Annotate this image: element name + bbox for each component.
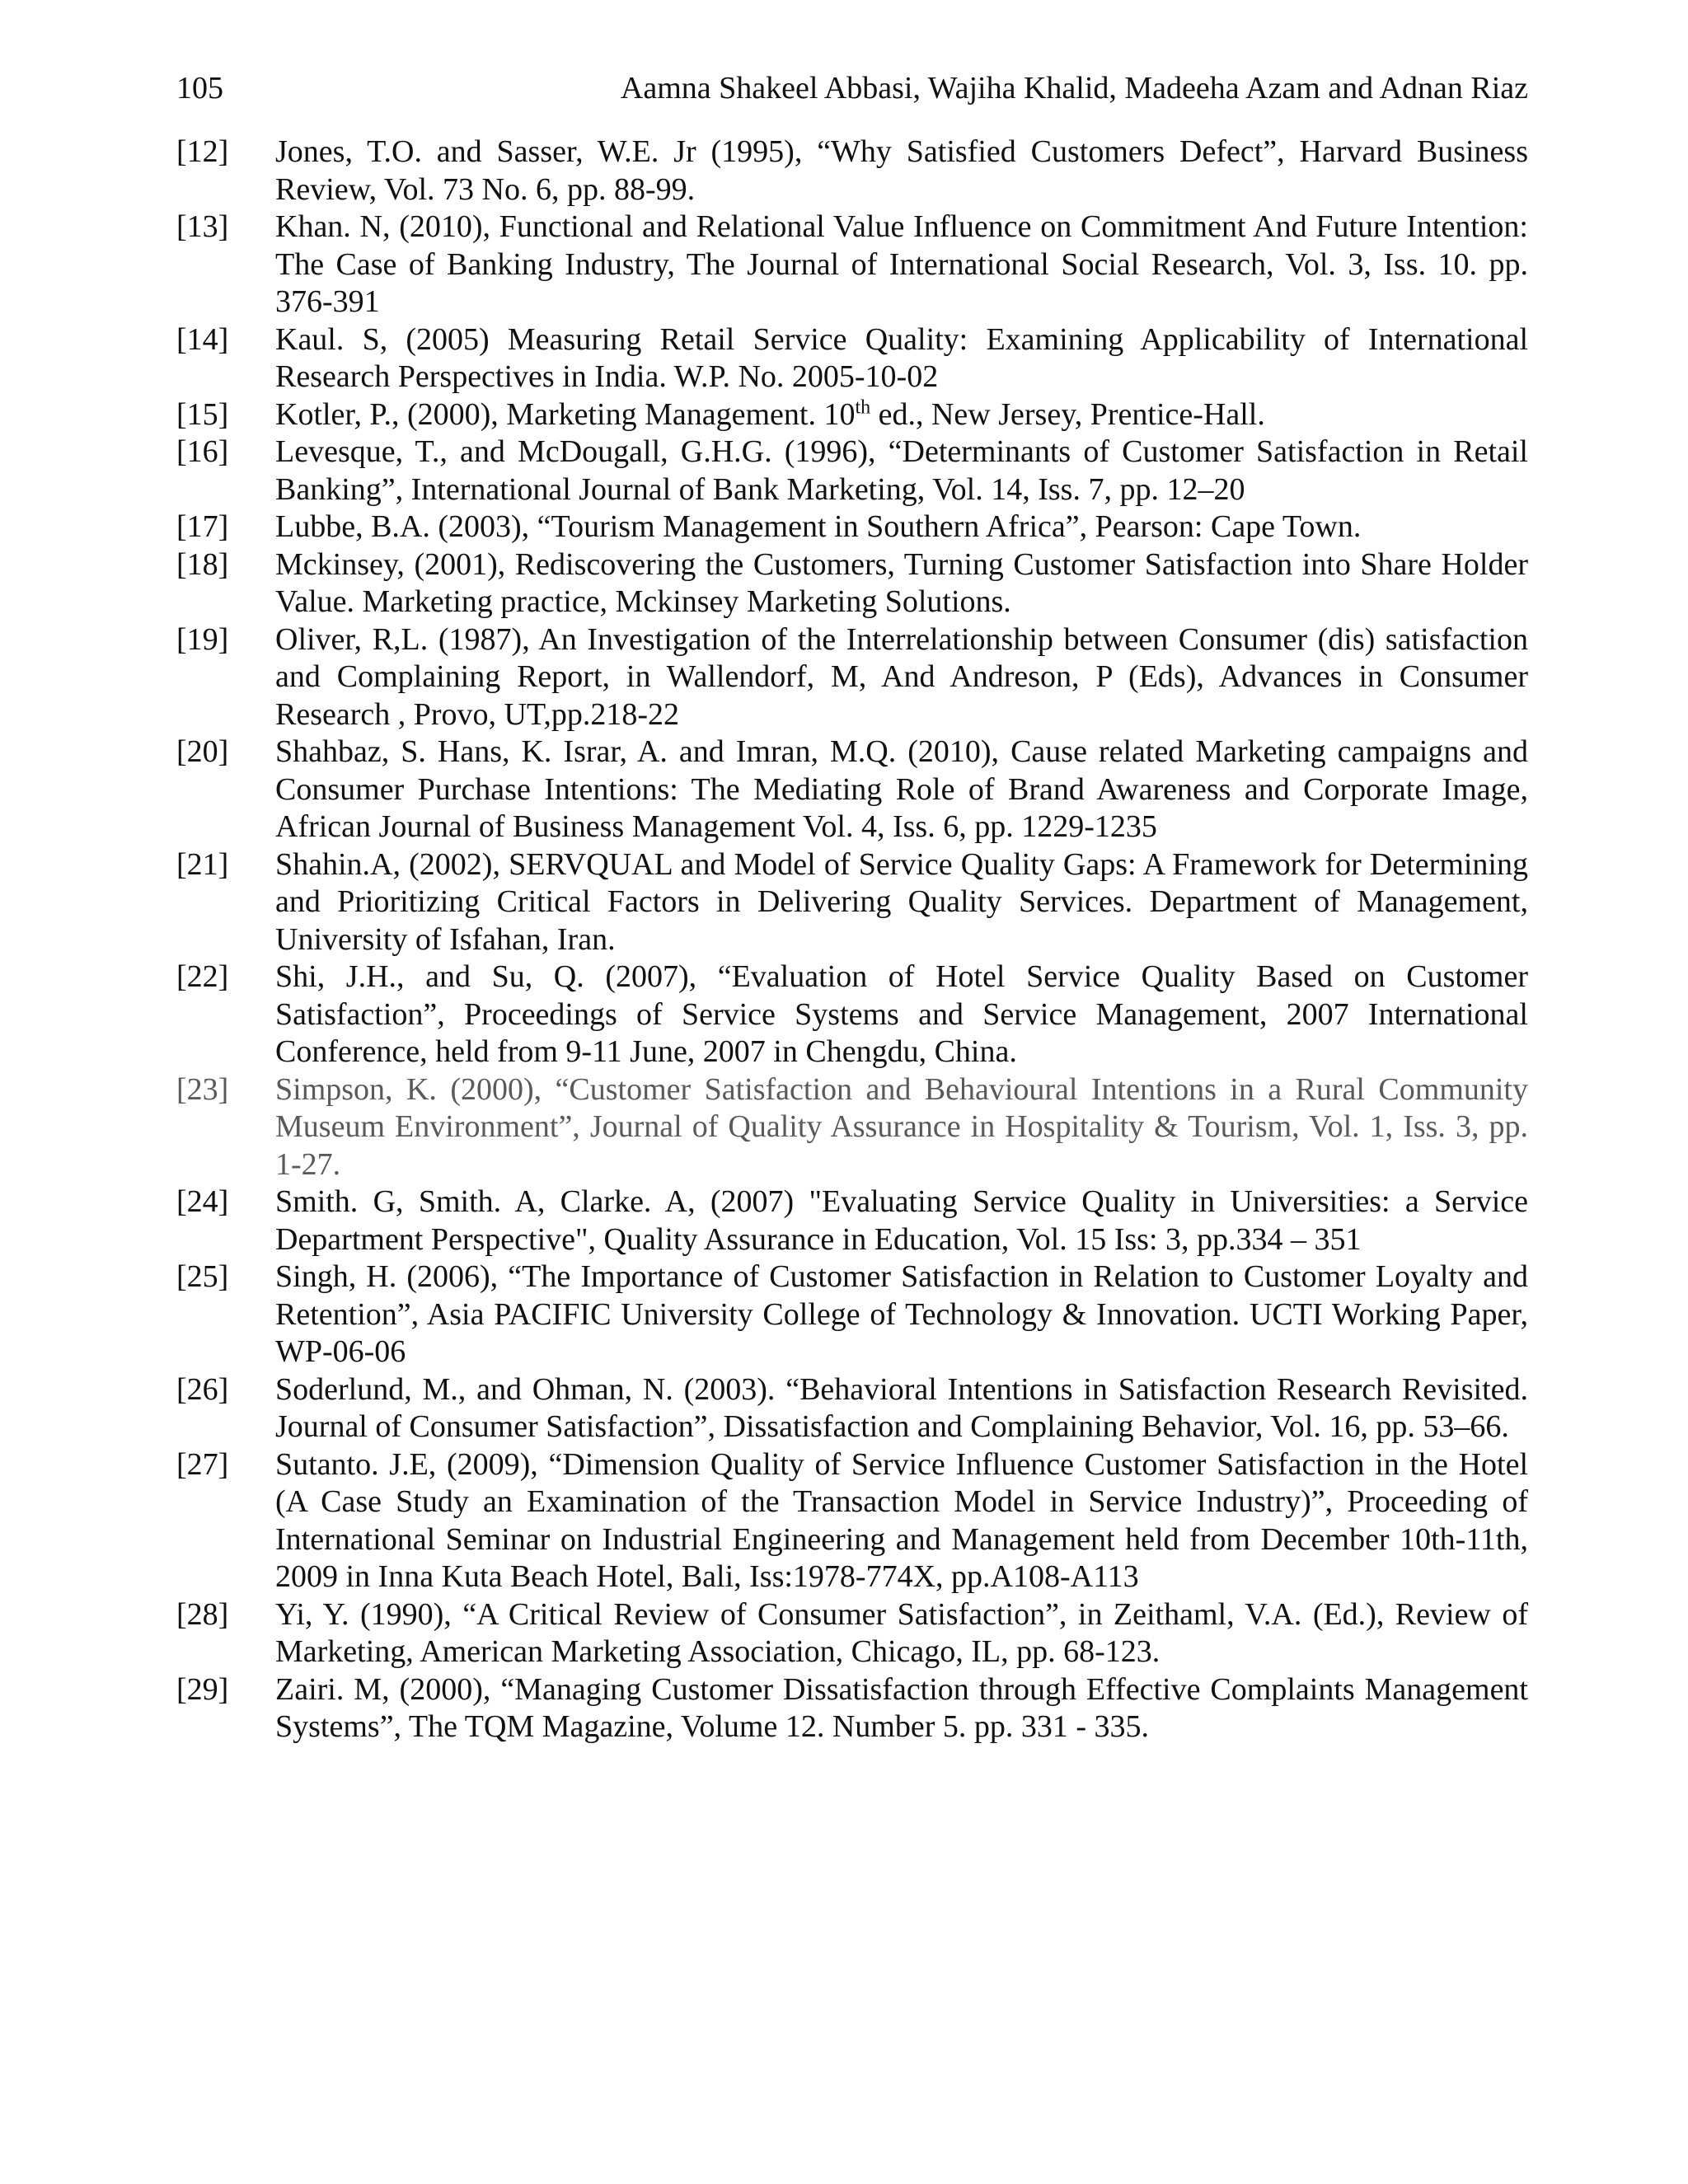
reference-number: [17] [176, 509, 229, 544]
reference-text [275, 396, 1528, 434]
reference-item [176, 434, 1528, 509]
reference-text: Shi, J.H., and Su, Q. (2007), “Evaluation of Hotel Service Quality Based on Customer Satisfaction”, Proceedings of Service Systems and Service Management, 2007 International Conference, held from 9-11 June, 2007 in Chengdu, China. [275, 959, 1528, 1069]
reference-item [176, 1071, 1528, 1184]
reference-number: [29] [176, 1671, 229, 1707]
reference-text: Yi, Y. (1990), “A Critical Review of Consumer Satisfaction”, in Zeithaml, V.A. (Ed.), Review of Marketing, American Marketing Association, Chicago, IL, pp. 68-123. [275, 1596, 1528, 1669]
reference-number: [22] [176, 959, 229, 994]
reference-text: Jones, T.O. and Sasser, W.E. Jr (1995), “Why Satisfied Customers Defect”, Harvard Business Review, Vol. 73 No. 6, pp. 88-99. [275, 134, 1528, 207]
reference-text: Singh, H. (2006), “The Importance of Customer Satisfaction in Relation to Customer Loyalty and Retention”, Asia PACIFIC University College of Technology & Innovation. UCTI Working Paper, WP-06-06 [275, 1259, 1528, 1369]
reference-list [176, 134, 1528, 1746]
reference-item [176, 509, 1528, 546]
reference-text: Simpson, K. (2000), “Customer Satisfaction and Behavioural Intentions in a Rural Community Museum Environment”, Journal of Quality Assurance in Hospitality & Tourism, Vol. 1, Iss. 3, pp. 1-27. [275, 1071, 1528, 1182]
reference-item [176, 958, 1528, 1071]
reference-item [176, 321, 1528, 396]
ordinal-superscript: th [855, 396, 871, 418]
reference-number: [18] [176, 546, 229, 582]
running-header-authors: Aamna Shakeel Abbasi, Wajiha Khalid, Madeeha Azam and Adnan Riaz [620, 71, 1528, 105]
reference-text: Soderlund, M., and Ohman, N. (2003). “Behavioral Intentions in Satisfaction Research Revisited. Journal of Consumer Satisfaction”, Dissatisfaction and Complaining Behavior, Vol. 16, pp. 53–66. [275, 1371, 1528, 1444]
reference-number: [16] [176, 434, 229, 469]
reference-item [176, 733, 1528, 846]
reference-number: [24] [176, 1184, 229, 1219]
reference-number: [23] [176, 1071, 229, 1107]
page-number: 105 [176, 71, 223, 105]
reference-item [176, 1596, 1528, 1671]
reference-number: [15] [176, 396, 229, 432]
reference-text: Sutanto. J.E, (2009), “Dimension Quality of Service Influence Customer Satisfaction in the Hotel (A Case Study an Examination of the Transaction Model in Service Industry)”, Proceeding of International Seminar on Industrial Engineering and Management held from December 10th-11th, 2009 in Inna Kuta Beach Hotel, Bali, Iss:1978-774X, pp.A108-A113 [275, 1446, 1528, 1594]
reference-text-part: Kotler, P., (2000), Marketing Management. 10 [275, 396, 856, 432]
reference-text: Zairi. M, (2000), “Managing Customer Dissatisfaction through Effective Complaints Management Systems”, The TQM Magazine, Volume 12. Number 5. pp. 331 - 335. [275, 1671, 1528, 1744]
reference-number: [12] [176, 134, 229, 169]
reference-text: Kaul. S, (2005) Measuring Retail Service Quality: Examining Applicability of International Research Perspectives in India. W.P. No. 2005-10-02 [275, 321, 1528, 394]
reference-number: [20] [176, 734, 229, 769]
reference-item [176, 1371, 1528, 1446]
reference-item [176, 621, 1528, 734]
reference-number: [25] [176, 1259, 229, 1294]
reference-item [176, 1183, 1528, 1258]
reference-text: Shahin.A, (2002), SERVQUAL and Model of Service Quality Gaps: A Framework for Determining and Prioritizing Critical Factors in Delivering Quality Services. Department of Management, University of Isfahan, Iran. [275, 846, 1528, 957]
reference-number: [26] [176, 1371, 229, 1407]
reference-text: Khan. N, (2010), Functional and Relational Value Influence on Commitment And Future Intention: The Case of Banking Industry, The Journal of International Social Research, Vol. 3, Iss. 10. pp. 376-391 [275, 209, 1528, 319]
reference-text: Shahbaz, S. Hans, K. Israr, A. and Imran, M.Q. (2010), Cause related Marketing campaigns and Consumer Purchase Intentions: The Mediating Role of Brand Awareness and Corporate Image, African Journal of Business Management Vol. 4, Iss. 6, pp. 1229-1235 [275, 734, 1528, 844]
running-header [176, 68, 1528, 109]
reference-item [176, 846, 1528, 959]
reference-item [176, 209, 1528, 321]
reference-text: Oliver, R,L. (1987), An Investigation of the Interrelationship between Consumer (dis) satisfaction and Complaining Report, in Wallendorf, M, And Andreson, P (Eds), Advances in Consumer Research , Provo, UT,pp.218-22 [275, 621, 1528, 732]
reference-text: Mckinsey, (2001), Rediscovering the Customers, Turning Customer Satisfaction into Share Holder Value. Marketing practice, Mckinsey Marketing Solutions. [275, 546, 1528, 619]
reference-number: [27] [176, 1446, 229, 1482]
reference-item [176, 1258, 1528, 1371]
reference-number: [14] [176, 321, 229, 357]
reference-item [176, 1671, 1528, 1746]
reference-number: [19] [176, 621, 229, 657]
reference-item [176, 396, 1528, 434]
reference-number: [13] [176, 209, 229, 244]
reference-text: Smith. G, Smith. A, Clarke. A, (2007) "Evaluating Service Quality in Universities: a Service Department Perspective", Quality Assurance in Education, Vol. 15 Iss: 3, pp.334 – 351 [275, 1184, 1528, 1257]
reference-text: Levesque, T., and McDougall, G.H.G. (1996), “Determinants of Customer Satisfaction in Retail Banking”, International Journal of Bank Marketing, Vol. 14, Iss. 7, pp. 12–20 [275, 434, 1528, 507]
reference-text-part: ed., New Jersey, Prentice-Hall. [870, 396, 1265, 432]
reference-item [176, 134, 1528, 209]
reference-number: [21] [176, 846, 229, 882]
reference-item [176, 1446, 1528, 1596]
reference-text: Lubbe, B.A. (2003), “Tourism Management in Southern Africa”, Pearson: Cape Town. [275, 509, 1362, 544]
reference-item [176, 546, 1528, 621]
reference-number: [28] [176, 1596, 229, 1632]
